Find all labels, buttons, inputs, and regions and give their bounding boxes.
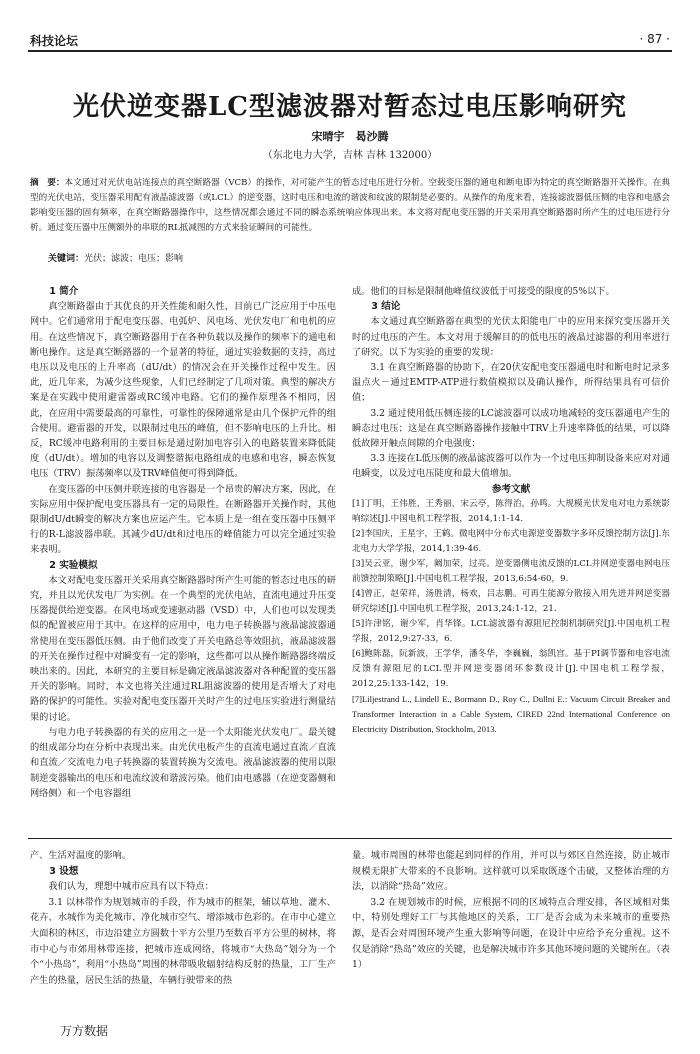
authors: 宋晴宇 曷沙腾 [311,130,389,143]
reference-item: [4]曾正，赵荣祥，汤胜清，杨欢，吕志鹏。可再生能源分散接入用先进并网逆变器研究综述[J].中国电机工程学报，2013,24:1-12，21. [352,588,670,614]
journal-section-label: 科技论坛 [30,34,79,48]
section-heading: 2 实验模拟 [49,559,98,571]
page-number: · 87 · [639,32,670,46]
section-heading: 3 设想 [49,865,79,877]
paragraph: 3.1 在真空断路器的协助下，在20伏安配电变压器通电时和断电时记录多温点火－通过EMTP-ATP进行数值模拟以及确认操作，所得结果具有可信价值； [352,362,670,404]
paragraph: 与电力电子转换器的有关的应用之一是一个太阳能光伏发电厂。最关键的组成部分均在分析中表现出来。由光伏电板产生的直流电通过直流／直流和直流／交流电力电子转换器的装置转换为交流电。液晶滤波器的使用以限制逆变器输出的电压和电流纹波和谐波污染。他们由电感器（在逆变器侧和网络侧）和一个电容器组 [30,726,336,799]
reference-item: [6]鲍陈磊，阮新波，王学华，潘冬华，李巍巍，翁凯宫。基于PI调节器和电容电流反馈有源阻尼的LCL型并网逆变器闭环参数设计[J].中国电机工程学报，2012,25:133-142，19. [352,648,670,689]
reference-item: [3]吴云亚，谢少军，阚加荣，过亮。逆变器侧电流反馈的LCL并网逆变器电网电压前馈控制策略[J].中国电机工程学报，2013,6:54-60，9. [352,558,670,584]
reference-item: [1]丁明，王伟胜，王秀丽，宋云亭，陈得治，孙鸣。大规模光伏发电对电力系统影响综述[J].中国电机工程学报，2014,1:1-14. [352,498,670,524]
left-column [30,284,336,801]
section-heading: 3 结论 [371,301,401,313]
paragraph: 产、生活对温度的影响。 [30,850,132,861]
paragraph: 成。他们的目标是限制他峰值纹波低于可接受的限度的5%以下。 [352,286,615,297]
keywords-label: 关键词： [48,254,85,264]
reference-list [352,497,670,737]
reference-item: [2]李国庆，王星宇，王鹤。微电网中分布式电源逆变器数字多环反馈控制方法[J].东北电力大学学报，2014,1:39-46. [352,528,670,554]
section-heading: 1 简介 [49,286,79,297]
paragraph: 在变压器的中压侧并联连接的电容器是一个昂贵的解决方案，因此，在实际应用中保护配电变压器具有一定的局限性。在断路器开关操作时，其他限制dU/dt瞬变的解决方案也应运产生。它本质上是一组在变压器中压侧平行的R-L滤波器串联。其减少dU/dt和过电压的峰值能力可以完全通过实验来表明。 [30,483,336,556]
next-article-right-column [352,848,670,973]
paragraph: 3.2 在规划城市的时候，应根据不同的区域特点合理安排，各区域相对集中，特别处理好工厂与其他地区的关系，工厂是否会成为未来城市的重要热源，是否会对周围环境产生重大影响等问题，在设计中应给予充分重视。这不仅是消除“热岛”效应的关键，也是解决城市许多其他环境问题的关键所在。（表1） [352,896,670,971]
next-article-left-column [30,848,336,988]
article-divider [28,838,672,839]
paragraph: 量。城市周围的林带也能起到同样的作用，并可以与郊区自然连接，防止城市规模无限扩大带来的不良影响。这样就可以采取既逐个击破，又整体治理的方法，以消除“热岛”效应。 [352,850,670,893]
paragraph: 本文通过真空断路器在典型的光伏太阳能电厂中的应用来探究变压器开关时的过电压的产生。本文对用于缓解目的的低电压的液晶过滤器的利用率进行了研究。以下为实验的重要的发现： [352,316,670,358]
right-column [352,284,670,737]
paragraph: 3.1 以林带作为规划城市的手段，作为城市的框架，辅以草地、灌木、花卉、水城作为美化城市、净化城市空气、增添城市色彩的。在市中心建立大面积的林区，市边沿建立方圆数十平方公里乃至数百平方公里的树林，将市中心与市郊用林带连接，把城市连成网络，将城市“大热岛”划分为一个个“小热岛”，利用“小热岛”周围的林带吸收辐射结构反射的热量，工厂生产产生的热量，居民生活的热量，车辆行驶带来的热 [30,896,336,986]
affiliation: （东北电力大学，吉林 吉林 132000） [262,150,438,161]
reference-item: [5]许津铭，谢少军，肖华锋。LCL滤波器有源阻尼控制机制研究[J].中国电机工程学报，2012,9:27-33，6. [352,618,670,644]
keywords [48,251,183,264]
abstract-label: 摘 要： [30,178,65,188]
paragraph: 3.3 连接在L低压侧的液晶滤波器可以作为一个过电压抑制设备来应对对通电瞬变，以及过电压陡度和最大值增加。 [352,453,670,480]
paper-title: 光伏逆变器LC型滤波器对暂态过电压影响研究 [73,92,627,122]
abstract-text: 本文通过对光伏电站连接点的真空断路器（VCB）的操作，对可能产生的暂态过电压进行分析。空载变压器的通电和断电即为特定的真空断路器开关操作。在典型的光伏电站，变压器采用配有液晶滤波器（或LCL）的逆变器，这时电压和电流的谐波和纹波的限制是必要的。从操作的角度来看，连接滤波器低压侧的电容和电感会影响变压器的固有频率，在真空断路器操作中，这些情况都会通过不同的瞬态系统响应体现出来。本文将对配电变压器的开关采用真空断路器时所产生的过电压进行分析。通过变压器中压侧额外的串联的RL抵减图的方式来验证瞬间的可能性。 [30,178,670,233]
references-heading: 参考文献 [491,483,531,495]
paragraph: 3.2 通过使用低压侧连接的LC滤波器可以成功地减轻的变压器通电产生的瞬态过电压；这是在真空断路器操作接触中TRV上升速率降低的结果，可以降低故障开触点间隙的介电强度； [352,407,670,450]
paragraph: 我们认为，理想中城市应具有以下特点： [48,881,214,893]
abstract [30,176,670,236]
keywords-text: 光伏；滤波；电压；影响 [84,254,184,264]
paragraph: 真空断路器由于其优良的开关性能和耐久性，目前已广泛应用于中压电网中。它们通常用于配电变压器、电弧炉、风电场、光伏发电厂和电机的应用。在这些情况下，真空断路器用于在各种负载以及操作的频率下的通电和断电操作。这是真空断路器的一个显著的特征，通过实验数据的支持，高过电压以及电压的上升率高（dU/dt）的情况会在开关操作过程中发生。因此，近几年来，为减少这些现象，人们已经制定了几项对策。典型的解决方案是在实践中使用避雷器或RC缓冲电路。它们的操作原理各不相同，因此，在应用中需要最高的可靠性，可靠性的保障通常是由几个保护元件的组合使用。避雷器的开发，以限制过电压的峰值，但不影响电压的上升比。相反，RC缓冲电路利用的主要目标是通过附加电容引入的电路装置来降低陡度（dU/dt）。增加的电容以及调整谐振电路组成的电感和电容，瞬态恢复电压（TRV）振荡频率以及TRV峰值便可得到降低。 [30,301,336,480]
header-rule [28,50,672,52]
paragraph: 本文对配电变压器开关采用真空断路器时所产生可能的暂态过电压的研究，并且以光伏发电厂为实例。在一个典型的光伏电站，直流电通过升压变压器提供给逆变器。在风电场或变速驱动器（VSD）中，人们也可以发现类似的配置被应用于其中。在这样的应用中，电力电子转换器与液晶滤波器通常使用在变压器低压侧。由于他们改变了开关电路总等效阻抗，液晶滤波器的开关在操作过程中对瞬变有一定的影响，这些都可以从操作断路器终端反映出来的。因此，本研究的主要目标是确定液晶滤波器对各种配置的变压器开关的影响。同时，本文也将关注通过RL阻滤波器的使用是否增大了对电路的保护的可能性。实验对配电变压器开关时产生的过电压实验进行测量结果的讨论。 [30,574,336,723]
reference-item: [7]Liljestrand L., Lindell E., Bormann D., Roy C., Dullni E.: Vacuum Circuit Breaker and Transformer Interaction in a Cable System, CIRED 22nd International Conference on Electricity Distribution, Stockholm, 2013. [352,693,670,734]
watermark: 万方数据 [60,1024,109,1038]
